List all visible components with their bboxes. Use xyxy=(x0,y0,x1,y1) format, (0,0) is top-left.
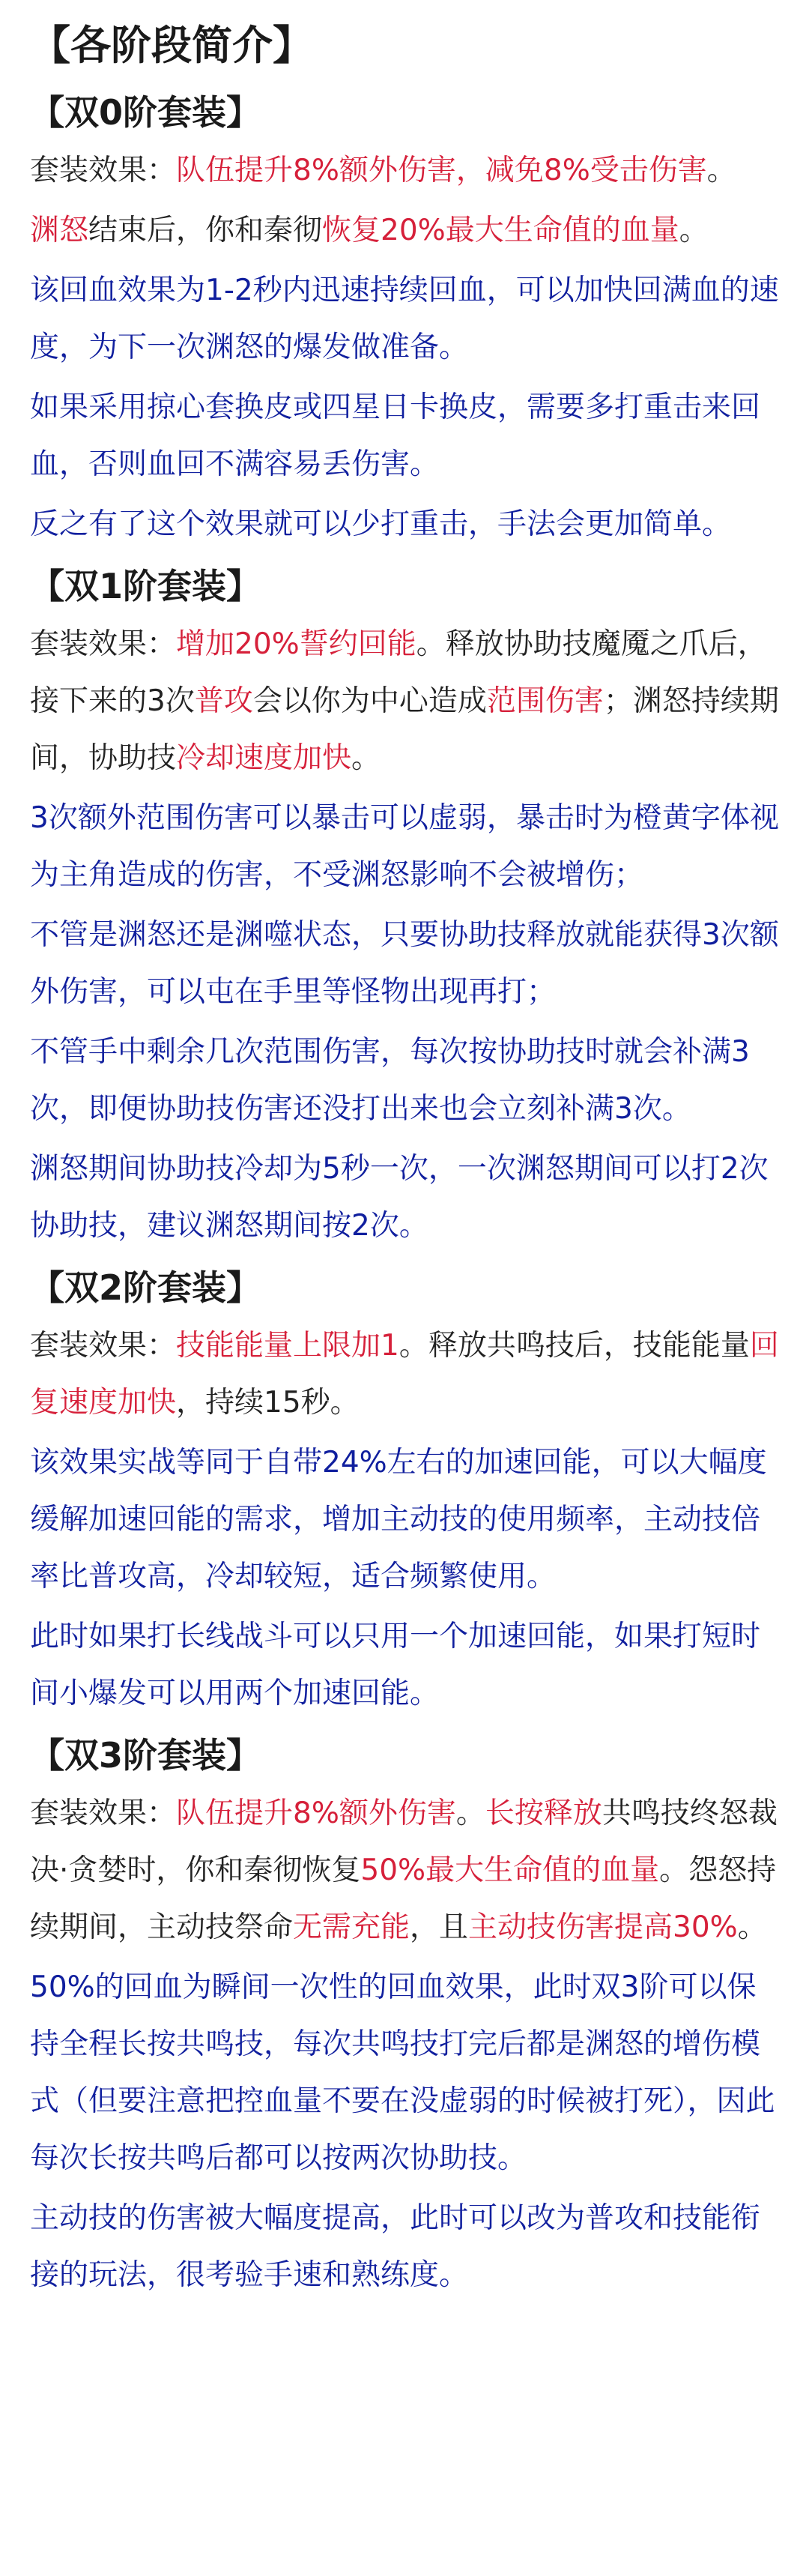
body-text: 套装效果： xyxy=(30,1797,177,1830)
section-1 xyxy=(30,556,781,1255)
paragraph xyxy=(30,262,781,376)
body-text: 。 xyxy=(737,1910,767,1944)
highlight-text: 增加20%誓约回能 xyxy=(176,627,416,661)
body-text: 套装效果： xyxy=(30,154,177,187)
body-text: 。释放协助技魔魇之爪后，接下来的3次 xyxy=(30,627,767,718)
highlight-text: 范围伤害 xyxy=(486,684,604,718)
section-heading: 【双2阶套装】 xyxy=(30,1267,261,1308)
section-2 xyxy=(30,1258,781,1722)
tip-text: 50%的回血为瞬间一次性的回血效果，此时双3阶可以保持全程长按共鸣技，每次共鸣技打完后都是渊怒的增伤模式（但要注意把控血量不要在没虚弱的时候被打死），因此每次长按共鸣后都可以按两次协助技。 xyxy=(30,1970,775,2175)
section-3 xyxy=(30,1725,781,2304)
paragraph xyxy=(30,2190,781,2304)
body-text: ，且 xyxy=(410,1910,469,1944)
section-heading: 【双0阶套装】 xyxy=(30,92,261,133)
paragraph xyxy=(30,790,781,904)
section-heading: 【双1阶套装】 xyxy=(30,566,261,606)
tip-text: 主动技的伤害被大幅度提高，此时可以改为普攻和技能衔接的玩法，很考验手速和熟练度。 xyxy=(30,2201,761,2292)
paragraph xyxy=(30,1141,781,1255)
sections-container xyxy=(30,82,781,2304)
body-text: 。 xyxy=(706,154,736,187)
highlight-text: 长按释放 xyxy=(485,1797,602,1830)
body-text: ，持续15秒。 xyxy=(176,1386,360,1420)
body-text: 套装效果： xyxy=(30,627,177,661)
paragraph xyxy=(30,1959,781,2187)
tip-text: 该回血效果为1-2秒内迅速持续回血，可以加快回满血的速度，为下一次渊怒的爆发做准备。 xyxy=(30,274,779,364)
body-text: 结束后，你和秦彻 xyxy=(88,214,323,247)
section-0 xyxy=(30,82,781,553)
paragraph xyxy=(30,616,781,787)
body-text: 。 xyxy=(351,741,381,775)
body-text: ；渊怒持续期间，协助技 xyxy=(30,684,779,775)
tip-text: 此时如果打长线战斗可以只用一个加速回能，如果打短时间小爆发可以用两个加速回能。 xyxy=(30,1620,761,1710)
highlight-text: 恢复20%最大生命值的血量 xyxy=(322,214,679,247)
highlight-text: 无需充能 xyxy=(293,1910,410,1944)
highlight-text: 普攻 xyxy=(194,684,253,718)
section-heading: 【双3阶套装】 xyxy=(30,1735,261,1776)
highlight-text: 队伍提升8%额外伤害 xyxy=(176,1797,456,1830)
page-title: 【各阶段简介】 xyxy=(30,22,313,69)
paragraph xyxy=(30,1608,781,1722)
paragraph xyxy=(30,1435,781,1605)
body-text: 套装效果： xyxy=(30,1329,177,1363)
tip-text: 如果采用掠心套换皮或四星日卡换皮，需要多打重击来回血，否则血回不满容易丢伤害。 xyxy=(30,390,761,481)
highlight-text: 主动技伤害提高30% xyxy=(468,1910,738,1944)
tip-text: 渊怒期间协助技冷却为5秒一次，一次渊怒期间可以打2次协助技，建议渊怒期间按2次。 xyxy=(30,1152,769,1243)
highlight-text: 冷却速度加快 xyxy=(176,741,352,775)
tip-text: 该效果实战等同于自带24%左右的加速回能，可以大幅度缓解加速回能的需求，增加主动技的使用频率，主动技倍率比普攻高，冷却较短，适合频繁使用。 xyxy=(30,1446,767,1593)
body-text: 。 xyxy=(455,1797,485,1830)
body-text: 。 xyxy=(679,214,709,247)
body-text: 会以你为中心造成 xyxy=(252,684,487,718)
highlight-text: 队伍提升8%额外伤害，减免8%受击伤害 xyxy=(176,154,707,187)
body-text: 。怨怒持续期间，主动技祭命 xyxy=(30,1853,777,1944)
paragraph xyxy=(30,379,781,493)
paragraph xyxy=(30,202,781,259)
body-text: 。释放共鸣技后，技能能量 xyxy=(399,1329,750,1363)
tip-text: 3次额外范围伤害可以暴击可以虚弱，暴击时为橙黄字体视为主角造成的伤害，不受渊怒影响不会被增伤； xyxy=(30,801,779,892)
highlight-text: 50%最大生命值的血量 xyxy=(360,1853,660,1887)
paragraph xyxy=(30,907,781,1021)
paragraph xyxy=(30,496,781,553)
paragraph xyxy=(30,1024,781,1138)
paragraph xyxy=(30,142,781,199)
highlight-text: 渊怒 xyxy=(30,214,89,247)
paragraph xyxy=(30,1785,781,1956)
paragraph xyxy=(30,1318,781,1432)
tip-text: 不管是渊怒还是渊噬状态，只要协助技释放就能获得3次额外伤害，可以屯在手里等怪物出现再打； xyxy=(30,918,779,1009)
highlight-text: 技能能量上限加1 xyxy=(176,1329,399,1363)
tip-text: 不管手中剩余几次范围伤害，每次按协助技时就会补满3次，即便协助技伤害还没打出来也会立刻补满3次。 xyxy=(30,1035,750,1126)
tip-text: 反之有了这个效果就可以少打重击，手法会更加简单。 xyxy=(30,507,732,541)
body-text: 共鸣技终怒裁决·贪婪时，你和秦彻恢复 xyxy=(30,1797,778,1887)
highlight-text: 回复速度加快 xyxy=(30,1329,779,1420)
